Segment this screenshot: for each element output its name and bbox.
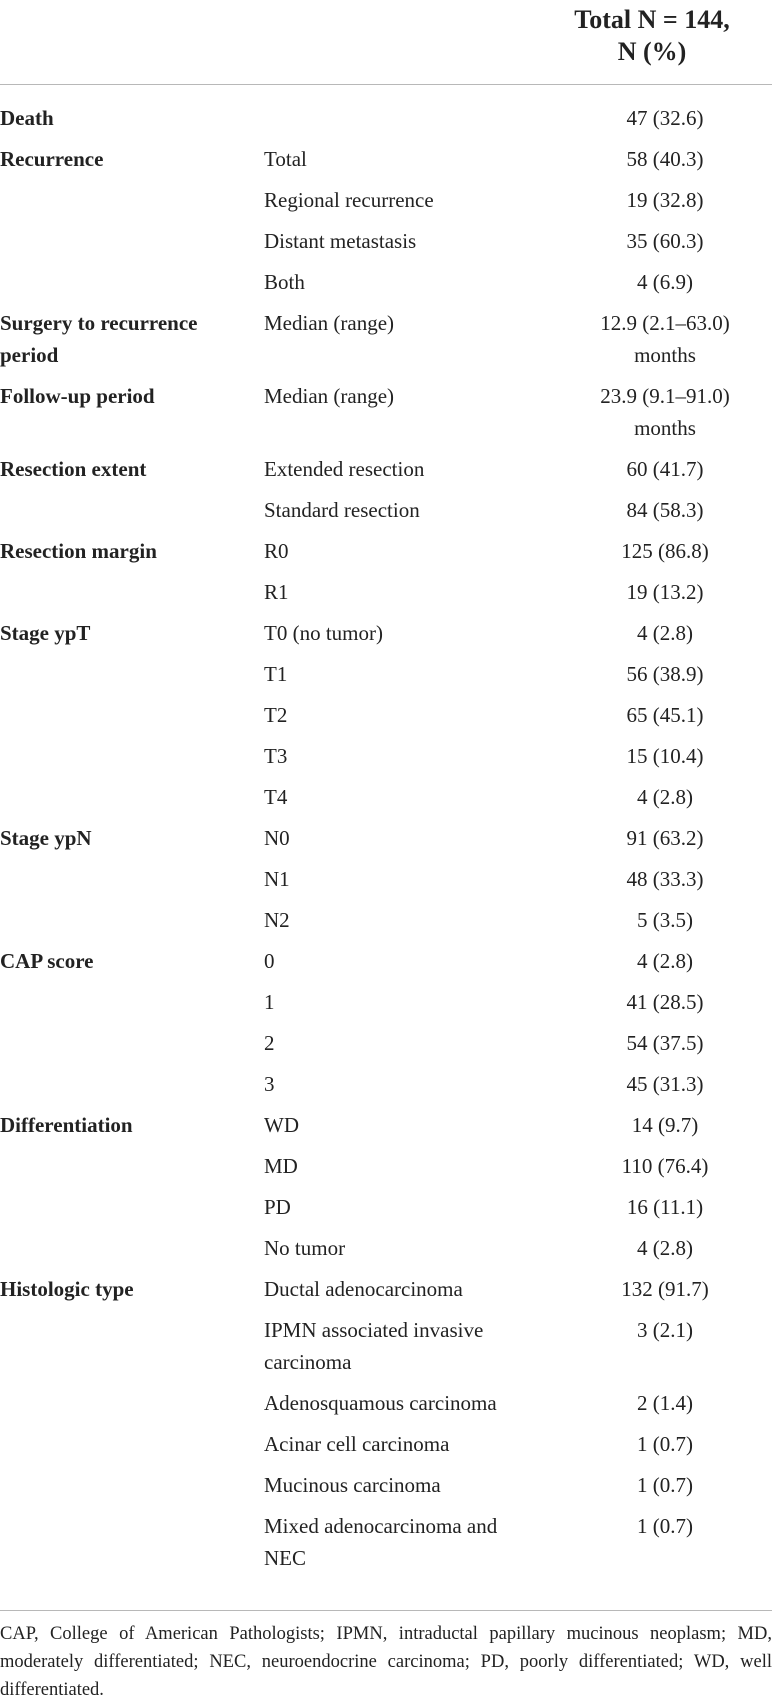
value-cell: 5 (3.5) [637, 908, 693, 932]
value-cell: 132 (91.7) [621, 1277, 709, 1301]
table-row [0, 377, 772, 450]
variable-cell: Stage ypT [0, 621, 91, 645]
value-cell: 19 (13.2) [626, 580, 704, 604]
category-cell: Standard resection [264, 498, 420, 522]
category-cell: Median (range) [264, 384, 395, 408]
category-cell: T2 [264, 703, 288, 727]
table-row [0, 1106, 772, 1147]
category-cell: PD [264, 1195, 291, 1219]
variable-cell: Recurrence [0, 147, 104, 171]
value-cell: 48 (33.3) [626, 867, 704, 891]
category-cell: R1 [264, 580, 289, 604]
category-cell: 0 [264, 949, 275, 973]
category-cell: 1 [264, 990, 275, 1014]
variable-cell: Stage ypN [0, 826, 92, 850]
variable-cell [0, 1147, 264, 1188]
variable-cell [0, 222, 264, 263]
value-cell: 12.9 (2.1–63.0) months [600, 311, 730, 367]
table-row [0, 819, 772, 860]
category-cell: Mixed adenocarcinoma and NEC [264, 1514, 498, 1570]
category-cell: 2 [264, 1031, 275, 1055]
variable-cell: Differentiation [0, 1113, 133, 1137]
table-row [0, 1270, 772, 1311]
value-cell: 15 (10.4) [626, 744, 704, 768]
statistics-table [0, 99, 772, 1580]
category-cell: Regional recurrence [264, 188, 434, 212]
variable-cell [0, 778, 264, 819]
variable-cell: Follow-up period [0, 384, 155, 408]
table-row [0, 1466, 772, 1507]
table-row [0, 1229, 772, 1270]
table-row [0, 140, 772, 181]
category-cell: IPMN associated invasive carcinoma [264, 1318, 484, 1374]
table-row [0, 1425, 772, 1466]
value-cell: 19 (32.8) [626, 188, 704, 212]
category-cell: R0 [264, 539, 289, 563]
table-row [0, 263, 772, 304]
variable-cell [0, 655, 264, 696]
category-cell [264, 99, 558, 140]
variable-cell: Resection extent [0, 457, 147, 481]
table-row [0, 99, 772, 140]
table-row [0, 942, 772, 983]
value-cell: 14 (9.7) [631, 1113, 699, 1137]
category-cell: WD [264, 1113, 299, 1137]
variable-cell: CAP score [0, 949, 94, 973]
value-cell: 58 (40.3) [626, 147, 704, 171]
category-cell: No tumor [264, 1236, 346, 1260]
category-cell: Acinar cell carcinoma [264, 1432, 450, 1456]
table-row [0, 696, 772, 737]
header-divider [0, 84, 772, 85]
variable-cell [0, 1507, 264, 1580]
value-cell: 1 (0.7) [637, 1514, 693, 1538]
category-cell: T3 [264, 744, 288, 768]
value-cell: 47 (32.6) [626, 106, 704, 130]
table-row [0, 222, 772, 263]
table-row [0, 491, 772, 532]
variable-cell: Death [0, 106, 54, 130]
table-row [0, 1147, 772, 1188]
variable-cell [0, 737, 264, 778]
table-row [0, 1065, 772, 1106]
value-cell: 65 (45.1) [626, 703, 704, 727]
value-cell: 91 (63.2) [626, 826, 704, 850]
value-cell: 45 (31.3) [626, 1072, 704, 1096]
value-cell: 4 (6.9) [637, 270, 693, 294]
value-cell: 56 (38.9) [626, 662, 704, 686]
category-cell: Total [264, 147, 307, 171]
table-footnote: CAP, College of American Pathologists; IPMN, intraductal papillary mucinous neoplasm; MD, moderately differentiated; NEC, neuroendocrine carcinoma; PD, poorly differentiated; WD, well differentiated. [0, 1624, 772, 1700]
variable-cell [0, 860, 264, 901]
value-cell: 125 (86.8) [621, 539, 709, 563]
value-cell: 1 (0.7) [637, 1432, 693, 1456]
table-body [0, 99, 772, 1580]
table-row [0, 1311, 772, 1384]
total-column-header: Total N = 144, N (%) [574, 5, 730, 66]
table-row [0, 860, 772, 901]
variable-cell [0, 1384, 264, 1425]
table-row [0, 737, 772, 778]
category-cell: Mucinous carcinoma [264, 1473, 441, 1497]
category-cell: T0 (no tumor) [264, 621, 383, 645]
variable-cell [0, 1024, 264, 1065]
value-cell: 35 (60.3) [626, 229, 704, 253]
variable-cell [0, 263, 264, 304]
value-cell: 110 (76.4) [621, 1154, 709, 1178]
variable-cell: Histologic type [0, 1277, 134, 1301]
category-cell: Ductal adenocarcinoma [264, 1277, 463, 1301]
table-row [0, 304, 772, 377]
table-header [0, 0, 772, 84]
variable-cell: Surgery to recurrence period [0, 311, 198, 367]
table-row [0, 1507, 772, 1580]
table-row [0, 614, 772, 655]
table-row [0, 1384, 772, 1425]
category-cell: MD [264, 1154, 298, 1178]
category-cell: Adenosquamous carcinoma [264, 1391, 497, 1415]
value-cell: 16 (11.1) [626, 1195, 704, 1219]
variable-cell [0, 983, 264, 1024]
category-cell: N0 [264, 826, 290, 850]
category-cell: T1 [264, 662, 288, 686]
value-cell: 84 (58.3) [626, 498, 704, 522]
value-cell: 4 (2.8) [637, 1236, 693, 1260]
variable-cell [0, 696, 264, 737]
category-cell: T4 [264, 785, 288, 809]
value-cell: 3 (2.1) [637, 1318, 693, 1342]
variable-cell: Resection margin [0, 539, 157, 563]
variable-cell [0, 901, 264, 942]
category-cell: 3 [264, 1072, 275, 1096]
variable-cell [0, 1466, 264, 1507]
value-cell: 4 (2.8) [637, 621, 693, 645]
variable-cell [0, 1229, 264, 1270]
table-row [0, 181, 772, 222]
table-row [0, 532, 772, 573]
value-cell: 4 (2.8) [637, 785, 693, 809]
table-row [0, 983, 772, 1024]
variable-cell [0, 1425, 264, 1466]
category-cell: N2 [264, 908, 290, 932]
variable-cell [0, 1065, 264, 1106]
table-row [0, 778, 772, 819]
table-row [0, 901, 772, 942]
value-cell: 2 (1.4) [637, 1391, 693, 1415]
value-cell: 4 (2.8) [637, 949, 693, 973]
value-cell: 60 (41.7) [626, 457, 704, 481]
variable-cell [0, 1311, 264, 1384]
table-row [0, 655, 772, 696]
variable-cell [0, 1188, 264, 1229]
category-cell: Distant metastasis [264, 229, 417, 253]
variable-cell [0, 181, 264, 222]
footer-divider [0, 1610, 772, 1611]
value-cell: 23.9 (9.1–91.0) months [600, 384, 730, 440]
value-cell: 54 (37.5) [626, 1031, 704, 1055]
table-row [0, 450, 772, 491]
variable-cell [0, 573, 264, 614]
value-cell: 41 (28.5) [626, 990, 704, 1014]
category-cell: Both [264, 270, 305, 294]
variable-cell [0, 491, 264, 532]
table-row [0, 573, 772, 614]
category-cell: N1 [264, 867, 290, 891]
category-cell: Median (range) [264, 311, 395, 335]
category-cell: Extended resection [264, 457, 425, 481]
table-row [0, 1188, 772, 1229]
value-cell: 1 (0.7) [637, 1473, 693, 1497]
table-row [0, 1024, 772, 1065]
